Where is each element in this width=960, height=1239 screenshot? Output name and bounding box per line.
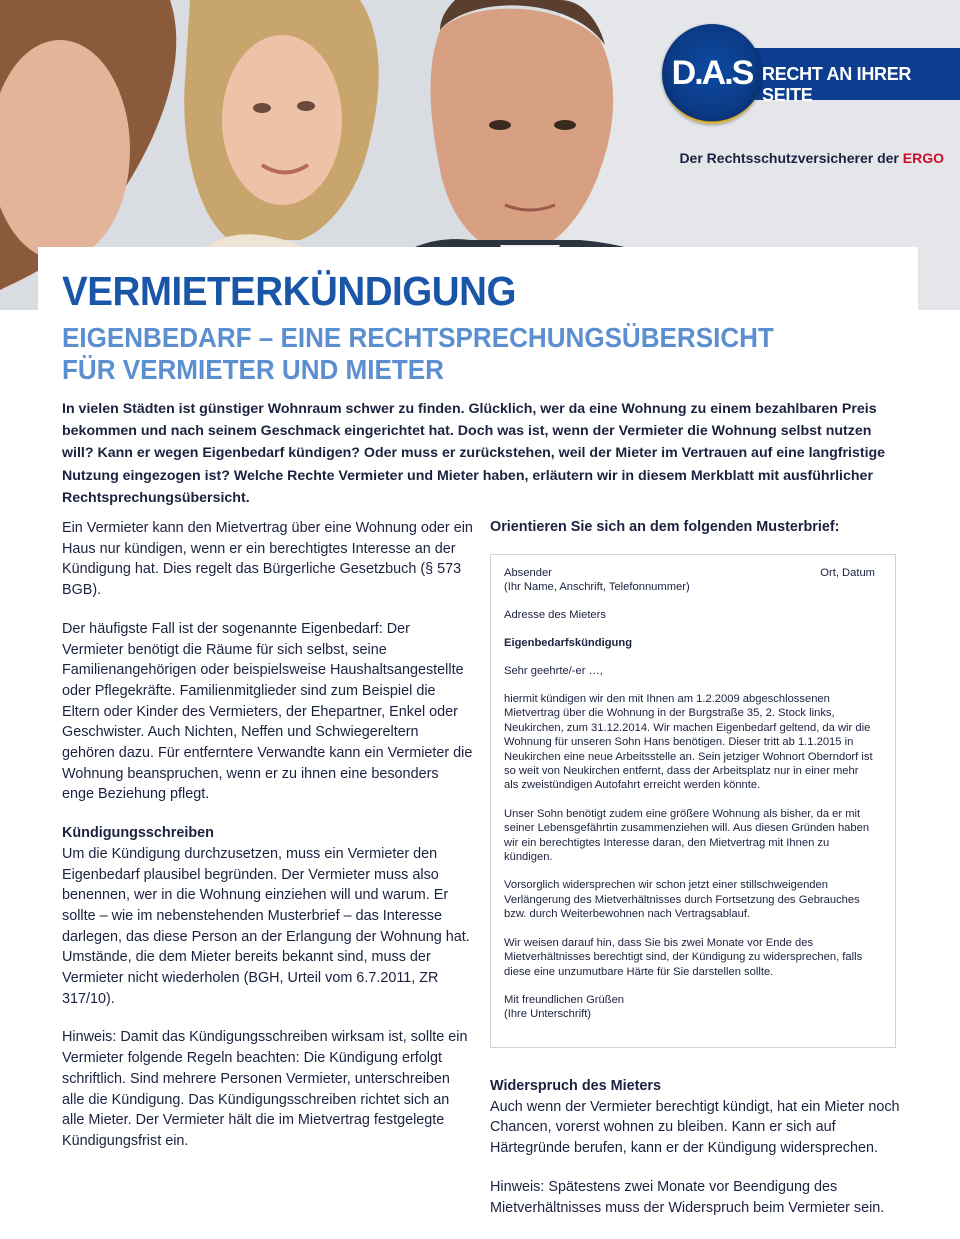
left-paragraph-4: Hinweis: Damit das Kündigungsschreiben wirksam ist, sollte ein Vermieter folgende Regeln beachten: Die Kündigung erfolgt schriftlich. Sind mehrere Personen Vermieter, unterschreiben alle die Kündigung. Das Kündigungsschreiben richtet sich an alle Mieter. Der Vermieter hält die im Mietvertrag festgelegte Kündigungsfrist ein.: [62, 1029, 468, 1149]
subtitle-line-1: EIGENBEDARF – EINE RECHTSPRECHUNGSÜBERSICHT: [62, 322, 774, 353]
letter-salutation: Sehr geehrte/-er …,: [504, 665, 603, 677]
letter-body: [504, 692, 874, 1022]
letter-paragraph-4: Wir weisen darauf hin, dass Sie bis zwei Monate vor Ende des Mietverhältnisses berechtigt sind, der Kündigung zu widersprechen, falls diese eine unzumutbare Härte für Sie darstellen sollte.: [504, 936, 863, 978]
heading-kuendigungsschreiben: Kündigungsschreiben: [62, 825, 214, 842]
subtitle-line-2: FÜR VERMIETER UND MIETER: [62, 354, 444, 385]
right-paragraph-1: Auch wenn der Vermieter berechtigt kündigt, hat ein Mieter noch Chancen, vorerst wohnen zu bleiben. Kann er sich auf Härtegründe berufen, kann er der Kündigung widersprechen.: [490, 1098, 900, 1157]
letter-sender-label: Absender: [504, 567, 552, 579]
left-column: [62, 518, 474, 1170]
brand-subline: [679, 150, 944, 166]
letter-place-date: Ort, Datum: [820, 567, 875, 579]
ergo-label: ERGO: [902, 150, 944, 166]
intro-paragraph: In vielen Städten ist günstiger Wohnraum schwer zu finden. Glücklich, wer da eine Wohnung zu einem bezahlbaren Preis bekommen und nach seinem Geschmack eingerichtet hat. Doch was ist, wenn der Vermieter die Wohnung selbst nutzen will? Kann er wegen Eigenbedarf kündigen? Oder muss er zurückstehen, weil der Mieter im Vertrauen auf eine langfristige Nutzung eingezogen ist? Welche Rechte Vermieter und Mieter haben, erläutern wir in diesem Merkblatt mit ausführlicher Rechtsprechungsübersicht.: [62, 401, 886, 506]
left-paragraph-2: Der häufigste Fall ist der sogenannte Eigenbedarf: Der Vermieter benötigt die Räume für sich selbst, seine Familienangehörigen oder beispielsweise Haushaltsangestellte oder Pflegekräfte. Familienmitglieder sind zum Beispiel die Eltern oder Kinder des Vermieters, der Ehepartner, Enkel oder Geschwister. Auch Nichten, Neffen und Schwiegereltern gehören dazu. Für entferntere Verwandte kann ein Vermieter die Wohnung beanspruchen, wenn er zu ihnen eine besonders enge Beziehung pflegt.: [62, 620, 473, 803]
letter-signature: (Ihre Unterschrift): [504, 1008, 592, 1021]
letter-paragraph-1: hiermit kündigen wir den mit Ihnen am 1.2.2009 abgeschlossenen Mietvertrag über die Wohnung in der Burgstraße 35, 2. Stock links, Neukirchen, zum 31.12.2014. Wir machen Eigenbedarf geltend, da wir die Wohnung für unseren Sohn Hans benötigen. Dieser tritt ab 1.1.2015 in Neukirchen eine neue Arbeitsstelle an. Sein jetziger Wohnort Oberndorf ist so weit von Neukirchen entfernt, dass der Arbeitsplatz nur in einer mehr als zweistündigen Autofahrt erreicht werden könnte.: [504, 693, 873, 792]
left-paragraph-3: Um die Kündigung durchzusetzen, muss ein Vermieter den Eigenbedarf plausibel begründen. Der Vermieter muss also benennen, wer in die Wohnung einziehen will und warum. Er sollte – wie im nebenstehenden Musterbrief – das Interesse darlegen, das diese Person an der Erlangung der Wohnung hat. Umstände, die dem Mieter bereits bekannt sind, muss der Vermieter nicht wiederholen (BGH, Urteil vom 6.7.2011, ZR 317/10).: [62, 845, 470, 1007]
letter-sender-hint: (Ihr Name, Anschrift, Telefonnummer): [504, 581, 690, 594]
right-column: [490, 1076, 902, 1236]
page-title: VERMIETERKÜNDIGUNG: [62, 268, 517, 314]
letter-paragraph-2: Unser Sohn benötigt zudem eine größere Wohnung als bisher, da er mit seiner Lebensgefährtin zusammenziehen will. Aus diesen Gründen haben wir ein berechtigtes Interesse daran, den Mietvertrag mit Ihnen zu kündigen.: [504, 807, 870, 864]
brand-subline-text: Der Rechtsschutzversicherer der: [679, 150, 903, 166]
right-paragraph-2: Hinweis: Spätestens zwei Monate vor Beendigung des Mietverhältnisses muss der Widerspruch beim Vermieter sein.: [490, 1178, 885, 1216]
left-paragraph-1: Ein Vermieter kann den Mietvertrag über eine Wohnung oder ein Haus nur kündigen, wenn er ein berechtigtes Interesse an der Kündigung hat. Dies regelt das Bürgerliche Gesetzbuch (§ 573 BGB).: [62, 520, 473, 599]
das-logo-text: D.A.S: [671, 54, 753, 92]
letter-heading: Orientieren Sie sich an dem folgenden Musterbrief:: [490, 519, 840, 535]
page-subtitle: [62, 322, 774, 386]
letter-sender: [504, 566, 690, 595]
letter-paragraph-3: Vorsorglich widersprechen wir schon jetzt einer stillschweigenden Verlängerung des Mietverhältnisses durch Fortsetzung des Gebrauches bzw. durch Weiterbewohnen nach Vertragsablauf.: [504, 879, 860, 921]
letter-subject: Eigenbedarfskündigung: [504, 637, 633, 649]
das-logo[interactable]: [662, 24, 762, 124]
heading-widerspruch: Widerspruch des Mieters: [490, 1078, 662, 1094]
letter-recipient: Adresse des Mieters: [504, 609, 606, 621]
brand-slogan: RECHT AN IHRER SEITE: [762, 64, 912, 105]
letter-closing: Mit freundlichen Grüßen: [504, 993, 625, 1006]
sample-letter: [490, 554, 896, 1048]
